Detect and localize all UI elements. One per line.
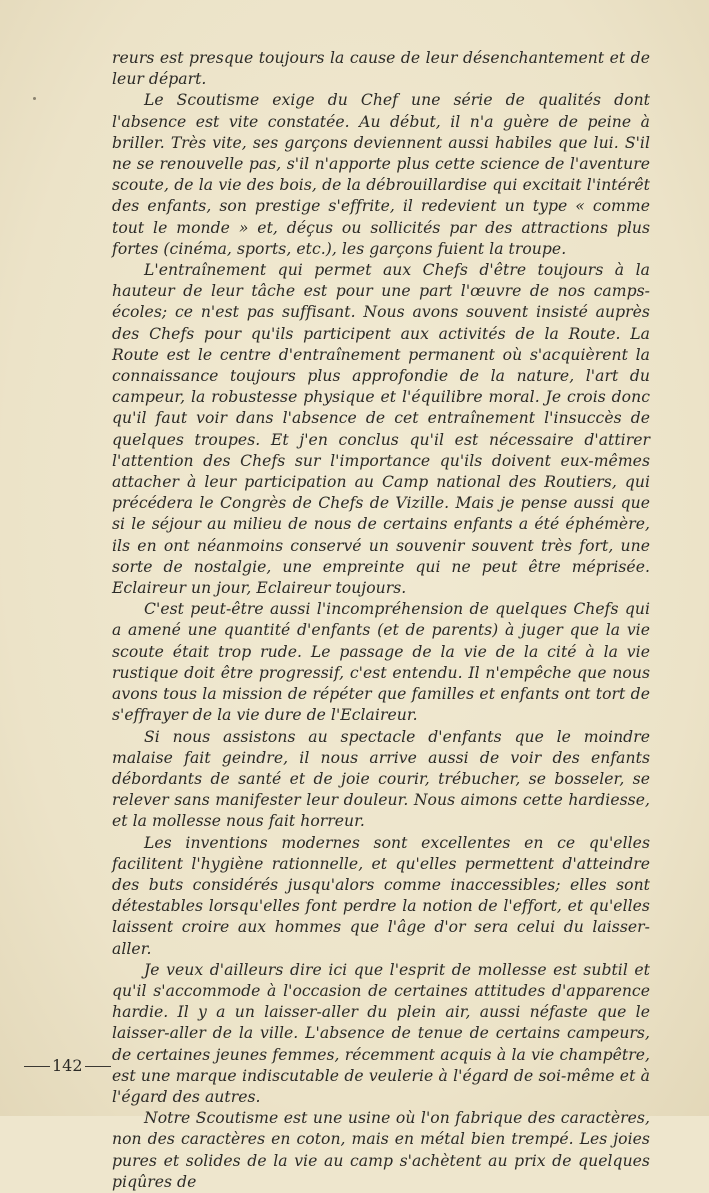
page-number: 142 [52, 1056, 83, 1075]
page-number-footer [22, 1056, 112, 1075]
paragraph: C'est peut-être aussi l'incompréhension de quelques Chefs qui a amené une quantité d'enfants (et de parents) à juger que la vie scoute était trop rude. Le passage de la vie de la cité à la vie rustique doit être progressif, c'est entendu. Il n'empêche que nous avons tous la mission de répéter que familles et enfants ont tort de s'effrayer de la vie dure de l'Eclaireur. [112, 600, 650, 725]
page-number-dash-right [85, 1066, 111, 1067]
body-text [112, 48, 650, 1193]
margin-mark [33, 97, 36, 100]
paragraph: Je veux d'ailleurs dire ici que l'esprit de mollesse est subtil et qu'il s'accommode à l'occasion de certaines attitudes d'apparence hardie. Il y a un laisser-aller du plein air, aussi néfaste que le laisser-aller de la ville. L'absence de tenue de certains campeurs, de certaines jeunes femmes, récemment acquis à la vie champêtre, est une marque indiscutable de veulerie à l'égard de soi-même et à l'égard des autres. [112, 960, 650, 1106]
paragraph: Notre Scoutisme est une usine où l'on fabrique des caractères, non des caractères en coton, mais en métal bien trempé. Les joies pures et solides de la vie au camp s'achètent au prix de quelques piqûres de [112, 1109, 650, 1191]
page-number-dash-left [24, 1066, 50, 1067]
paragraph: Si nous assistons au spectacle d'enfants que le moindre malaise fait geindre, il nous arrive aussi de voir des enfants débordants de santé et de joie courir, trébucher, se bosseler, se relever sans manifester leur douleur. Nous aimons cette hardiesse, et la mollesse nous fait horreur. [112, 727, 650, 831]
paragraph: L'entraînement qui permet aux Chefs d'être toujours à la hauteur de leur tâche est pour une part l'œuvre de nos camps-écoles; ce n'est pas suffisant. Nous avons souvent insisté auprès des Chefs pour qu'ils participent aux activités de la Route. La Route est le centre d'entraînement permanent où s'acquièrent la connaissance toujours plus approfondie de la nature, l'art du campeur, la robustesse physique et l'équilibre moral. Je crois donc qu'il faut voir dans l'absence de cet entraînement l'insuccès de quelques troupes. Et j'en conclus qu'il est nécessaire d'attirer l'attention des Chefs sur l'importance qu'ils doivent eux-mêmes attacher à leur participation au Camp national des Routiers, qui précédera le Congrès de Chefs de Vizille. Mais je pense aussi que si le séjour au milieu de nous de certains enfants a été éphémère, ils en ont néanmoins conservé un souvenir souvent très fort, une sorte de nostalgie, une empreinte qui ne peut être méprisée. Eclaireur un jour, Eclaireur toujours. [112, 261, 650, 598]
paragraph: Les inventions modernes sont excellentes en ce qu'elles facilitent l'hygiène rationnelle, et qu'elles permettent d'atteindre des buts considérés jusqu'alors comme inaccessibles; elles sont détestables lorsqu'elles font perdre la notion de l'effort, et qu'elles laissent croire aux hommes que l'âge d'or sera celui du laisser-aller. [112, 833, 650, 958]
paragraph-continued: reurs est presque toujours la cause de leur désenchantement et de leur départ. [112, 49, 650, 89]
paragraph: Le Scoutisme exige du Chef une série de qualités dont l'absence est vite constatée. Au début, il n'a guère de peine à briller. Très vite, ses garçons deviennent aussi habiles que lui. S'il ne se renouvelle pas, s'il n'apporte plus cette science de l'aventure scoute, de la vie des bois, de la débrouillardise qui excitait l'intérêt des enfants, son prestige s'effrite, il redevient un type « comme tout le monde » et, déçus ou sollicités par des attractions plus fortes (cinéma, sports, etc.), les garçons fuient la troupe. [112, 91, 650, 258]
